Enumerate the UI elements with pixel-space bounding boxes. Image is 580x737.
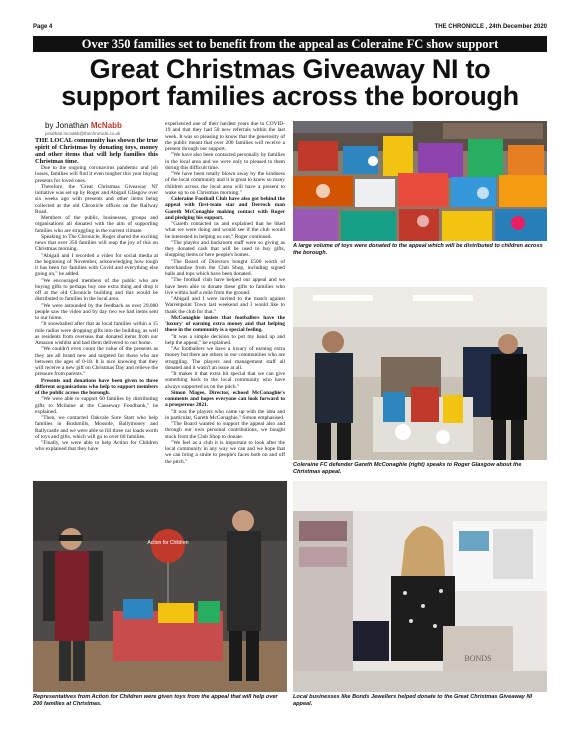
article-paragraph: "It was the players who came up with the idea and in particular, Gareth McConaghie," Simon emphasised. <box>165 408 285 421</box>
article-paragraph: "It makes it that extra bit special that we can give something back to the local community who have always supported us on the pitch." <box>165 371 285 390</box>
caption-bonds: Local businesses like Bonds Jewellers helped donate to the Great Christmas Giveaway NI appeal. <box>293 694 533 707</box>
article-paragraph: McConaghie insists that footballers have the 'luxury' of earning extra money and that helping those in the community is a special feeling. <box>165 314 285 334</box>
article-paragraph: Members of the public, businesses, groups and organisations all donated with the aim of supporting families who are struggling in the current climate. <box>35 215 158 234</box>
page-number: Page 4 <box>33 24 53 30</box>
photo-bonds-jewellers <box>293 481 547 692</box>
caption-action: Representatives from Action for Children were given toys from the appeal that will help over 200 families at Christmas. <box>33 694 278 707</box>
headline <box>33 56 547 110</box>
action-illustration <box>33 481 287 692</box>
shopping-bag-brand: BONDS <box>464 654 492 663</box>
byline-email[interactable]: jonathan.mcnabb@thechronicle.co.uk <box>45 131 121 136</box>
photo-action-for-children <box>33 481 287 692</box>
article-paragraph: "Abigail and I were invited to the match against Warrenpoint Town last weekend and I would like to thank the club for that." <box>165 296 285 315</box>
byline-prefix: by Jonathan <box>45 121 91 130</box>
article-paragraph: Due to the ongoing coronavirus pandemic and job losses, families will find it even tougher this year buying presents for loved ones. <box>35 165 158 184</box>
article-paragraph: Simon Magee, Director, echoed McConaghie's comments and hopes everyone can look forward to a prosperous 2021. <box>165 389 285 409</box>
article-column-1 <box>35 137 158 477</box>
article-paragraph: THE LOCAL community has shown the true spirit of Christmas by donating toys, money and other items that will help families this Christmas time. <box>35 137 158 165</box>
article-paragraph: "It snowballed after that as local families within a 15 mile radius were dropping gifts into the building, as well as residents from overseas that donated items from our Amazon wishlist and had them delivered to our home. <box>35 321 158 346</box>
article-paragraph: "It was a simple decision to put my hand up and help the appeal," he explained. <box>165 333 285 346</box>
article-paragraph: Coleraine Football Club have also got behind the appeal with first-team star and Derrock man Gareth McConaghie making contact with Roger and pledging his support. <box>165 196 285 221</box>
article-paragraph: Therefore, the 'Great Christmas Giveaway NI' initiative was set up by Roger and Abigail Glasgow over six weeks ago with presents and other items being collected at the old Chronicle offices on the Railway Road. <box>35 183 158 215</box>
page-folio <box>33 24 547 34</box>
article-paragraph: Speaking to The Chronicle, Roger shared the exciting news that over 350 families will reap the joy of this on Christmas morning. <box>35 233 158 253</box>
article-paragraph: "The players and backroom staff were so giving as they donated cash that will be used to buy gifts, shopping items or here people's homes. <box>165 239 285 259</box>
article-paragraph: "Finally, we were able to help Action for Children who explained that they have <box>35 440 158 453</box>
article-paragraph: "The Board of Directors bought £500 worth of merchandise from the Club Shop, including signed balls and tops which have been donated. <box>165 258 285 277</box>
article-paragraph: experienced one of their hardest years due to COVID-19 and that they had 50 new referrals within the last week. It was so pleasing to know that the generosity of the public meant that over 200 families will receive a present through our support. <box>165 121 285 152</box>
article-column-2 <box>165 121 285 477</box>
byline <box>45 121 122 130</box>
article-paragraph: "As footballers we have a luxury of earning extra money but there are others in our communities who are struggling. The players and management staff all donated and it wasn't an issue at all. <box>165 346 285 371</box>
headline-line-2: support families across the borough <box>61 81 519 111</box>
masthead-date: THE CHRONICLE , 24th December 2020 <box>434 24 547 30</box>
article-paragraph: "Then, we contacted Oakvale Sure Start who help families in Bushmills, Mosside, Ballymoney and Ballycastle and we were able to fill three car loads worth of toys and gifts, which will go to over 60 families. <box>35 415 158 440</box>
headline-line-1: Great Christmas Giveaway NI to <box>89 54 491 84</box>
article-paragraph: "The football club have helped our appeal and we have been able to donate these gifts to families who live within half a mile from the ground. <box>165 277 285 296</box>
caption-football: Coleraine FC defender Gareth McConaghie (right) speaks to Roger Glasgow about the Christmas appeal. <box>293 462 522 475</box>
article-paragraph: "We have also been contacted personally by families in the local area and we were only to pleased to them during this difficult time. <box>165 152 285 171</box>
photo-donated-toys <box>293 121 547 241</box>
byline-name: McNabb <box>90 121 122 130</box>
article-paragraph: "We were astounded by the feedback as over 29,000 people saw the video and by day two we had items sent to our home. <box>35 302 158 321</box>
bonds-illustration <box>293 481 547 692</box>
article-paragraph: "We encouraged members of the public who are buying gifts to perhaps buy one extra thing and drop it off at the old Chronicle building and this would be distributed to families in the local area. <box>35 277 158 303</box>
article-paragraph: "Gareth contacted us and explained that he liked what we were doing and would see if the club would be interested in helping us out," Roger continued. <box>165 221 285 240</box>
toys-illustration <box>293 121 547 241</box>
article-paragraph: "We have been totally blown away by the kindness of the local community and it is great to know so many children across the local area will have a present to wake up to on Christmas morning." <box>165 171 285 196</box>
article-paragraph: "We were able to support 60 families by distributing gifts to Mcilaine at the Causeway Foodbank," he explained. <box>35 396 158 415</box>
article-paragraph: "We feel as a club it is important to look after the local community in any way we can and we hope that we can bring a smile to people's faces both on and off the pitch." <box>165 439 285 465</box>
article-paragraph: Presents and donations have been given to three different organisations who help to support members of the public across the borough. <box>35 377 158 396</box>
article-paragraph: "We couldn't even count the value of the presents as they are all brand new and targeted for those who are between the ages of 0-18. It is nice knowing that they will receive a new gift on Christmas Day and relieve the pressure from parents." <box>35 346 158 378</box>
football-illustration <box>293 287 547 460</box>
article-paragraph: "The Board wanted to support the appeal also and through our own personal contributions, we bought stock from the Club Shop to donate. <box>165 421 285 440</box>
balloon-label: Action for Children <box>147 540 189 546</box>
caption-toys: A large volume of toys were donated to the appeal which will be distributed to children across the borough. <box>293 243 543 256</box>
strapline-banner: Over 350 families set to benefit from the appeal as Coleraine FC show support <box>33 36 547 52</box>
photo-mcconaghie-glasgow <box>293 287 547 460</box>
article-paragraph: "Abigail and I recorded a video for social media at the beginning of November, acknowledging how tough it has been for families with Covid and everything else going on," he added. <box>35 252 158 278</box>
